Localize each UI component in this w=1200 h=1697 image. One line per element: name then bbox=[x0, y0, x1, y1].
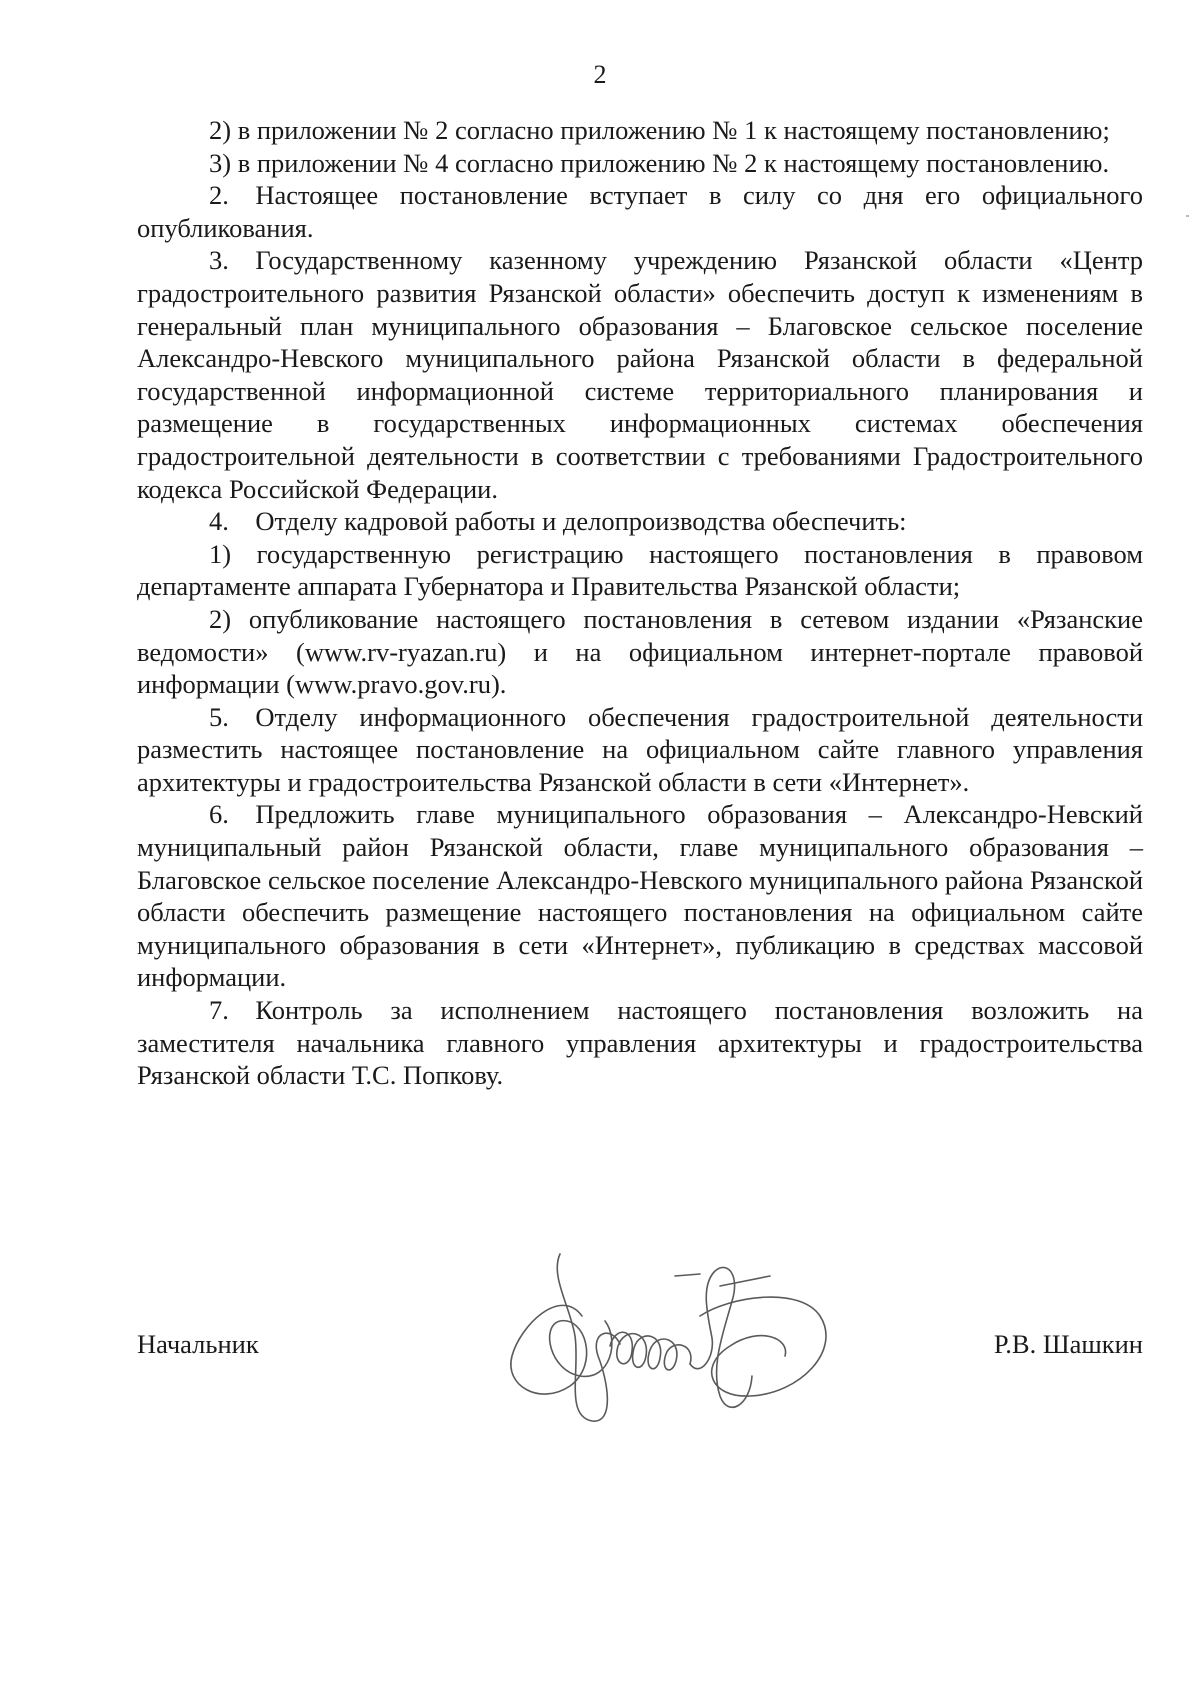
paragraph-website-placement: 5. Отделу информационного обеспечения градостроительной деятельности разместить настоящее постановление на официальном сайте главного управления архитектуры и градостроительства Рязанской области в сети «Интернет». bbox=[137, 701, 1143, 797]
paragraph-effective-date: 2. Настоящее постановление вступает в силу со дня его официального опубликования. bbox=[137, 180, 1143, 243]
paragraph-state-registration: 1) государственную регистрацию настоящего постановления в правовом департаменте аппарата Губернатора и Правительства Рязанской области; bbox=[137, 538, 1143, 602]
page-number: 2 bbox=[593, 60, 607, 89]
paragraph-access-provision: 3. Государственному казенному учреждению Рязанской области «Центр градостроительного развития Рязанской области» обеспечить доступ к изменениям в генеральный план муниципального образования – Благовское сельское поселение Александро-Невского муниципального района Рязанской области в федеральной государственной информационной системе территориального планирования и размещение в государственных информационных системах обеспечения градостроительной деятельности в соответствии с требованиями Градостроительного кодекса Российской Федерации. bbox=[137, 245, 1143, 504]
paragraph-appendix-2: 2) в приложении № 2 согласно приложению № 1 к настоящему постановлению; bbox=[209, 115, 1110, 145]
paragraph-appendix-4: 3) в приложении № 4 согласно приложению № 2 к настоящему постановлению. bbox=[209, 147, 1110, 178]
signatory-name: Р.В. Шашкин bbox=[993, 1329, 1143, 1359]
paragraph-control: 7. Контроль за исполнением настоящего постановления возложить на заместителя начальника главного управления архитектуры и градостроительства Рязанской области Т.С. Попкову. bbox=[137, 995, 1143, 1091]
paragraph-publication: 2) опубликование настоящего постановления в сетевом издании «Рязанские ведомости» (www.rv-ryazan.ru) и на официальном интернет-портале правовой информации (www.pravo.gov.ru). bbox=[137, 603, 1143, 700]
paragraph-hr-department: 4. Отделу кадровой работы и делопроизводства обеспечить: bbox=[209, 506, 907, 537]
signatory-position: Начальник bbox=[137, 1329, 259, 1359]
paragraph-municipal-proposal: 6. Предложить главе муниципального образования – Александро-Невский муниципальный район Рязанской области, главе муниципального образования – Благовское сельское поселение Александро-Невского муниципального района Рязанской области обеспечить размещение настоящего постановления на официальном сайте муниципального образования в сети «Интернет», публикацию в средствах массовой информации. bbox=[137, 799, 1143, 993]
document-body bbox=[137, 114, 1143, 1092]
scan-artifact bbox=[1186, 215, 1189, 217]
signature-block bbox=[137, 1328, 1143, 1364]
